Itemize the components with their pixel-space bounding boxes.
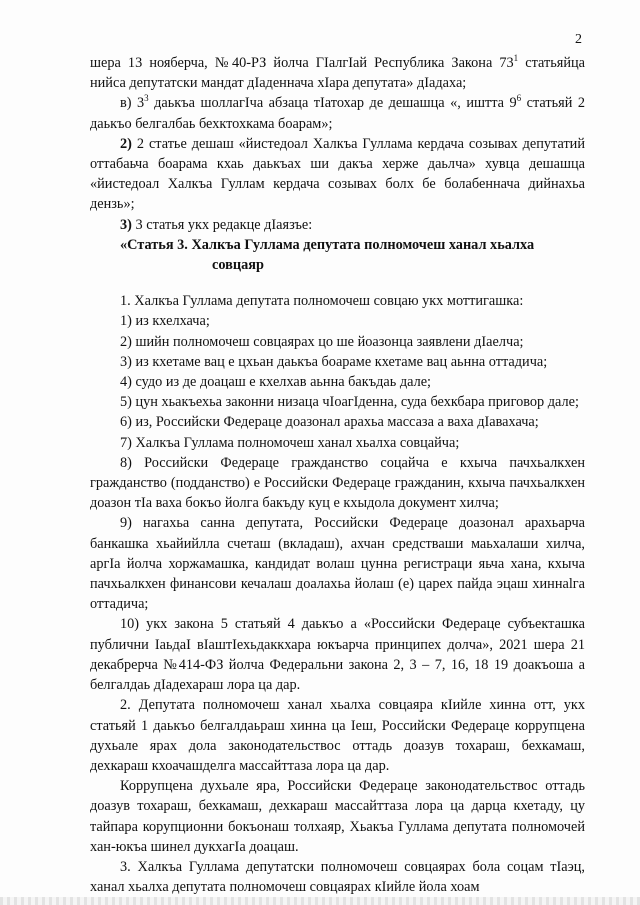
- section-1-item-5: 5) цун хьакъехьа законни низаца чӀоагӀденна, суда бехкбара приговор дале;: [120, 394, 579, 411]
- paragraph-item-3: 3) 3 статья укх редакце дӀаязъе:: [120, 216, 313, 233]
- page-number: 2: [575, 32, 582, 47]
- section-2: 2. Депутата полномочеш ханал хьалха совцаяра кӀийле хинна отт, укх статьяй 1 даькъо белгалдаьраш хинна ца Ӏеш, Российски Федераце коррупцена духьале ярах дола законодательствос оттадь доазув тохараш, бехкамаш, дехкараш кхоачашделга массайттаза лора ца дар.: [90, 697, 585, 774]
- document-body: [90, 53, 585, 897]
- scan-edge-artifact: [0, 897, 640, 905]
- section-1-item-3: 3) из кхетаме вац е цхьан даькъа боараме кхетаме вац аьнна оттадича;: [120, 353, 548, 370]
- section-1-item-7: 7) Халкъа Гуллама полномочеш ханал хьалха совцайча;: [120, 434, 460, 451]
- paragraph-continuation: шера 13 нояберча, №40-РЗ йолча ГӀалгӀай Республика Закона $73^1$ статьяйца нийса депутатски мандат дӀаденнача хӀара депутата» дӀадаха;: [90, 53, 585, 92]
- article-heading-line-1: «Статья 3. Халкъа Гуллама депутата полномочеш ханал хьалха: [120, 236, 535, 253]
- section-1-item-4: 4) судо из де доацаш е кхелхав аьнна бакъдаь дале;: [120, 374, 432, 391]
- section-1-item-9: 9) нагахьа санна депутата, Российски Федераце доазонал арахьарча банкашка хьайийлла счеташ (вкладаш), ахчан средстваши маьхалаши хилча, аргӀа йолча хоржамашка, кандидат волаш цунна регистраци яьча хана, кхыча пачхьалкхен финансови кечалаш доалахьа йолаш (е) царех пайда эцаш хиннalга оттадича;: [90, 515, 585, 613]
- paragraph-item-2: 2) 2 статье дешаш «йистедоал Халкъа Гуллама кердача созывах депутатий оттабаьча боарама кхаь даькъах ши дакъа херже даьлча» хувца дешашца «йистедоал Халкъа Гуллам кердача созывах болх бе болабеннача дийнахьа дензь»;: [90, 135, 585, 213]
- section-1-item-1: 1) из кхелхача;: [120, 313, 210, 330]
- article-heading-line-2: совцаяр: [212, 257, 264, 274]
- paragraph-item-v: в) $3^3$ даькъа шоллагӀча абзаца тӀатохар де дешашца «, иштта $9^6$ статьяй 2 даькъо белгалбаь бехктохкама боарам»;: [90, 93, 585, 132]
- section-1-item-2: 2) шийн полномочеш совцаярах цо ше йоазонца заявлени дӀаелча;: [120, 333, 524, 350]
- section-1-item-8: 8) Российски Федераце гражданство соцайча е кхыча пачхьалкхен гражданство (подданство) е Российски Федераце гражданин, кхыча пачхьалкхен доазон тӀа ваха бокъо йолга бакъду куц е кхыдола документ хилча;: [90, 454, 585, 512]
- section-3: 3. Халкъа Гуллама депутатски полномочеш совцаярах бола соцам тӀаэц, ханал хьалха депутата полномочеш совцаярах кӀийле йола хоам: [90, 858, 585, 896]
- section-1: 1. Халкъа Гуллама депутата полномочеш совцаю укх моттигашка:: [120, 293, 524, 310]
- spacer: [90, 275, 585, 291]
- article-heading: [90, 235, 585, 275]
- section-1-item-10: 10) укх закона 5 статьяй 4 даькъо а «Российски Федераце субъекташка публични ӀаьдаӀ вӀаштӀехьдаккхара юкъарча принципех долча», 2021 шера 21 декабрерча №414-ФЗ йолча Федеральни закона 2, 3 – 7, 16, 18 19 доакъоша а белгалдаь дӀадехараш лора ца дар.: [90, 616, 585, 694]
- section-2-continued: Коррупцена духьале яра, Российски Федераце законодательствос оттадь доазув тохараш, бехкамаш, дехкараш массайттаза лора ца дарца кхетаду, цу тайпара корупционни бокъонаш толхаяр, Хьакъа Гуллама депутата полномочей хан-юкъа шинел дукхагӀа доацаш.: [90, 778, 585, 855]
- section-1-item-6: 6) из, Российски Федераце доазонал арахьа массаза а ваха дӀавахача;: [120, 414, 539, 431]
